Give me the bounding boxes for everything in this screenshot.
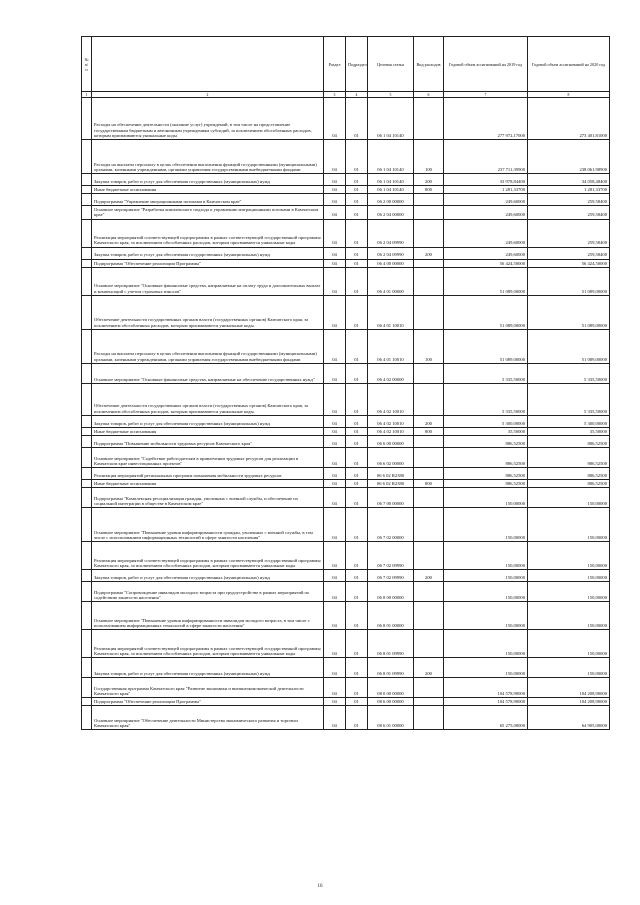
cell-vid: 800 bbox=[414, 427, 444, 435]
cell-2019: 5 335,50000 bbox=[444, 383, 528, 415]
cell-podrazdel: 01 bbox=[346, 383, 368, 415]
col-number: 5 bbox=[368, 92, 414, 98]
table-row bbox=[82, 383, 610, 415]
cell-podrazdel: 01 bbox=[346, 488, 368, 508]
cell-podrazdel: 01 bbox=[346, 678, 368, 698]
cell-2020: 5 335,50000 bbox=[528, 363, 610, 383]
cell-num bbox=[82, 363, 92, 383]
cell-podrazdel: 01 bbox=[346, 602, 368, 630]
cell-tselevaya: 06 2 04 00000 bbox=[368, 206, 414, 219]
cell-tselevaya: 06 4 02 10010 bbox=[368, 415, 414, 427]
cell-2019: 33 978,84400 bbox=[444, 174, 528, 186]
cell-2020: 259,58400 bbox=[528, 194, 610, 206]
cell-vid bbox=[414, 448, 444, 468]
table-row bbox=[82, 259, 610, 267]
cell-2019: 249,60000 bbox=[444, 206, 528, 219]
cell-razdel: 04 bbox=[324, 383, 346, 415]
cell-num bbox=[82, 436, 92, 448]
cell-2019: 277 972,17000 bbox=[444, 98, 528, 140]
cell-2020: 150,00000 bbox=[528, 542, 610, 570]
col-number: 3 bbox=[324, 92, 346, 98]
table-row bbox=[82, 542, 610, 570]
cell-2019: 886,52500 bbox=[444, 480, 528, 488]
cell-2019: 150,00000 bbox=[444, 488, 528, 508]
table-row bbox=[82, 295, 610, 329]
cell-razdel: 04 bbox=[324, 247, 346, 259]
cell-podrazdel: 01 bbox=[346, 186, 368, 194]
table-row bbox=[82, 630, 610, 658]
cell-tselevaya: 06 6 02 00000 bbox=[368, 448, 414, 468]
cell-num bbox=[82, 267, 92, 295]
cell-2020: 56 424,50000 bbox=[528, 259, 610, 267]
cell-razdel: 04 bbox=[324, 570, 346, 582]
cell-vid: 200 bbox=[414, 415, 444, 427]
cell-num bbox=[82, 448, 92, 468]
cell-tselevaya: 08 6 00 00000 bbox=[368, 698, 414, 706]
cell-razdel: 04 bbox=[324, 415, 346, 427]
cell-name: Основное мероприятие "Повышение уровня информированности граждан, уволенных с военной службы, в том числе с использованием информационных технологий в сфере занятости населения" bbox=[92, 508, 324, 542]
cell-2020: 5 335,50000 bbox=[528, 383, 610, 415]
cell-razdel: 04 bbox=[324, 602, 346, 630]
cell-2020: 51 089,00000 bbox=[528, 295, 610, 329]
cell-num bbox=[82, 140, 92, 174]
table-row bbox=[82, 698, 610, 706]
cell-razdel: 04 bbox=[324, 630, 346, 658]
header-podrazdel: Подраздел bbox=[346, 37, 368, 92]
cell-tselevaya: 06 8 01 00000 bbox=[368, 602, 414, 630]
cell-2020: 150,00000 bbox=[528, 508, 610, 542]
table-row bbox=[82, 415, 610, 427]
cell-num bbox=[82, 508, 92, 542]
cell-name: Реализация мероприятий соответствующей подпрограммы в рамках соответствующей государственной программы Камчатского края, за исключением обособленных расходов, которым присваиваются уникальные коды bbox=[92, 630, 324, 658]
cell-tselevaya: 06 4 02 00000 bbox=[368, 363, 414, 383]
table-row bbox=[82, 98, 610, 140]
table-row bbox=[82, 468, 610, 480]
cell-name: Закупка товаров, работ и услуг для обеспечения государственных (муниципальных) нужд bbox=[92, 174, 324, 186]
cell-name: Реализация мероприятий соответствующей подпрограммы в рамках соответствующей государственной программы Камчатского края, за исключением обособленных расходов, которым присваиваются уникальные коды bbox=[92, 542, 324, 570]
cell-2020: 51 089,00000 bbox=[528, 329, 610, 363]
cell-podrazdel: 01 bbox=[346, 259, 368, 267]
cell-razdel: 04 bbox=[324, 678, 346, 698]
cell-2019: 150,00000 bbox=[444, 542, 528, 570]
cell-num bbox=[82, 658, 92, 678]
page-number: 16 bbox=[317, 884, 323, 889]
cell-podrazdel: 01 bbox=[346, 363, 368, 383]
cell-2019: 104 578,90000 bbox=[444, 678, 528, 698]
cell-tselevaya: 06 4 02 10010 bbox=[368, 383, 414, 415]
cell-num bbox=[82, 259, 92, 267]
cell-vid bbox=[414, 206, 444, 219]
col-number: 7 bbox=[444, 92, 528, 98]
cell-podrazdel: 01 bbox=[346, 706, 368, 730]
cell-podrazdel: 01 bbox=[346, 658, 368, 678]
header-razdel: Раздел bbox=[324, 37, 346, 92]
cell-podrazdel: 01 bbox=[346, 698, 368, 706]
cell-vid bbox=[414, 98, 444, 140]
cell-num bbox=[82, 415, 92, 427]
cell-razdel: 04 bbox=[324, 98, 346, 140]
cell-2020: 259,58400 bbox=[528, 206, 610, 219]
cell-podrazdel: 01 bbox=[346, 508, 368, 542]
cell-razdel: 04 bbox=[324, 468, 346, 480]
cell-vid: 200 bbox=[414, 658, 444, 678]
cell-2020: 150,00000 bbox=[528, 582, 610, 602]
cell-num bbox=[82, 706, 92, 730]
cell-vid bbox=[414, 508, 444, 542]
cell-name: Иные бюджетные ассигнования bbox=[92, 427, 324, 435]
cell-2019: 65 275,00000 bbox=[444, 706, 528, 730]
cell-tselevaya: 06 4 00 00000 bbox=[368, 259, 414, 267]
cell-num bbox=[82, 698, 92, 706]
col-number: 2 bbox=[92, 92, 324, 98]
cell-name: Иные бюджетные ассигнования bbox=[92, 480, 324, 488]
cell-vid bbox=[414, 602, 444, 630]
cell-razdel: 04 bbox=[324, 436, 346, 448]
cell-vid bbox=[414, 488, 444, 508]
table-row bbox=[82, 480, 610, 488]
cell-razdel: 04 bbox=[324, 698, 346, 706]
cell-2019: 150,00000 bbox=[444, 630, 528, 658]
cell-name: Подпрограмма "Обеспечение реализации Программы" bbox=[92, 698, 324, 706]
cell-2019: 150,00000 bbox=[444, 570, 528, 582]
cell-tselevaya: 06 1 04 10140 bbox=[368, 140, 414, 174]
cell-tselevaya: 06 1 04 10140 bbox=[368, 186, 414, 194]
cell-razdel: 04 bbox=[324, 488, 346, 508]
cell-2019: 886,52500 bbox=[444, 436, 528, 448]
cell-2019: 35,50000 bbox=[444, 427, 528, 435]
cell-name: Подпрограмма "Управление миграционными потоками в Камчатском крае" bbox=[92, 194, 324, 206]
cell-name: Основное мероприятие "Содействие работодателям в привлечении трудовых ресурсов для реализации в Камчатском крае инвестиционных проектов" bbox=[92, 448, 324, 468]
cell-razdel: 04 bbox=[324, 706, 346, 730]
cell-podrazdel: 01 bbox=[346, 468, 368, 480]
cell-name: Расходы на выплаты персоналу в целях обеспечения выполнения функций государственными (муниципальными) органами, казенными учреждениями, органами управления государственными внебюджетными фондами bbox=[92, 140, 324, 174]
cell-podrazdel: 01 bbox=[346, 267, 368, 295]
cell-num bbox=[82, 570, 92, 582]
cell-tselevaya: 06 8 01 09990 bbox=[368, 658, 414, 678]
cell-2020: 150,00000 bbox=[528, 658, 610, 678]
cell-vid bbox=[414, 436, 444, 448]
cell-num bbox=[82, 247, 92, 259]
cell-2020: 34 058,48400 bbox=[528, 174, 610, 186]
cell-podrazdel: 01 bbox=[346, 329, 368, 363]
cell-2020: 150,00000 bbox=[528, 488, 610, 508]
cell-num bbox=[82, 542, 92, 570]
col-number: 1 bbox=[82, 92, 92, 98]
cell-2019: 886,52500 bbox=[444, 468, 528, 480]
cell-2020: 104 208,90000 bbox=[528, 678, 610, 698]
cell-vid: 100 bbox=[414, 329, 444, 363]
cell-tselevaya: 06 6 00 00000 bbox=[368, 436, 414, 448]
table-row bbox=[82, 706, 610, 730]
cell-2019: 249,60000 bbox=[444, 219, 528, 247]
cell-num bbox=[82, 206, 92, 219]
cell-razdel: 04 bbox=[324, 480, 346, 488]
table-row bbox=[82, 678, 610, 698]
cell-tselevaya: 06 1 04 10140 bbox=[368, 174, 414, 186]
table-row bbox=[82, 174, 610, 186]
cell-tselevaya: 06 4 01 10010 bbox=[368, 295, 414, 329]
cell-vid: 200 bbox=[414, 570, 444, 582]
table-row bbox=[82, 247, 610, 259]
cell-razdel: 04 bbox=[324, 295, 346, 329]
cell-tselevaya: 06 2 00 00000 bbox=[368, 194, 414, 206]
cell-2020: 64 905,00000 bbox=[528, 706, 610, 730]
cell-name: Закупка товаров, работ и услуг для обеспечения государственных (муниципальных) нужд bbox=[92, 247, 324, 259]
cell-2019: 51 089,00000 bbox=[444, 267, 528, 295]
cell-vid bbox=[414, 678, 444, 698]
cell-razdel: 04 bbox=[324, 206, 346, 219]
cell-tselevaya: 06 2 04 09990 bbox=[368, 247, 414, 259]
table-row bbox=[82, 508, 610, 542]
cell-2020: 259,58400 bbox=[528, 219, 610, 247]
cell-num bbox=[82, 427, 92, 435]
cell-razdel: 04 bbox=[324, 140, 346, 174]
cell-razdel: 04 bbox=[324, 267, 346, 295]
cell-num bbox=[82, 174, 92, 186]
cell-2019: 1 281,33700 bbox=[444, 186, 528, 194]
cell-num bbox=[82, 329, 92, 363]
cell-name: Обеспечение деятельности государственных органов власти (государственных органов) Камчатского края, за исключением обособленных расходов, которым присваиваются уникальные коды. bbox=[92, 295, 324, 329]
table-row bbox=[82, 427, 610, 435]
cell-razdel: 04 bbox=[324, 194, 346, 206]
cell-vid: 200 bbox=[414, 247, 444, 259]
cell-2020: 104 208,90000 bbox=[528, 698, 610, 706]
cell-podrazdel: 01 bbox=[346, 247, 368, 259]
cell-vid bbox=[414, 582, 444, 602]
cell-num bbox=[82, 98, 92, 140]
cell-razdel: 04 bbox=[324, 508, 346, 542]
col-number: 6 bbox=[414, 92, 444, 98]
cell-podrazdel: 01 bbox=[346, 98, 368, 140]
cell-vid bbox=[414, 542, 444, 570]
cell-vid bbox=[414, 468, 444, 480]
cell-2019: 150,00000 bbox=[444, 602, 528, 630]
cell-tselevaya: 06 1 04 10140 bbox=[368, 98, 414, 140]
cell-2020: 35,50000 bbox=[528, 427, 610, 435]
cell-2019: 249,60000 bbox=[444, 247, 528, 259]
cell-name: Реализация мероприятий соответствующей подпрограммы в рамках соответствующей государственной программы Камчатского края, за исключением обособленных расходов, которым присваиваются уникальные коды bbox=[92, 219, 324, 247]
cell-num bbox=[82, 186, 92, 194]
table-row bbox=[82, 582, 610, 602]
table-row bbox=[82, 363, 610, 383]
table-row bbox=[82, 329, 610, 363]
cell-vid bbox=[414, 630, 444, 658]
cell-vid bbox=[414, 698, 444, 706]
table-body bbox=[82, 98, 610, 730]
cell-tselevaya: 06 4 02 10010 bbox=[368, 427, 414, 435]
cell-podrazdel: 01 bbox=[346, 206, 368, 219]
cell-name: Основное мероприятие "Обеспечение деятельности Министерства экономического развития и торговли Камчатского края" bbox=[92, 706, 324, 730]
budget-table bbox=[81, 36, 610, 730]
table-row bbox=[82, 267, 610, 295]
header-num: № п/п bbox=[82, 37, 92, 92]
cell-podrazdel: 01 bbox=[346, 219, 368, 247]
cell-tselevaya: 06 7 00 00000 bbox=[368, 488, 414, 508]
cell-name: Закупка товаров, работ и услуг для обеспечения государственных (муниципальных) нужд bbox=[92, 570, 324, 582]
cell-num bbox=[82, 219, 92, 247]
cell-2019: 150,00000 bbox=[444, 658, 528, 678]
cell-num bbox=[82, 295, 92, 329]
cell-vid: 200 bbox=[414, 174, 444, 186]
cell-num bbox=[82, 468, 92, 480]
cell-2020: 273 401,81000 bbox=[528, 98, 610, 140]
cell-2020: 150,00000 bbox=[528, 570, 610, 582]
cell-name: Основное мероприятие "Разработка комплексного подхода к управлению миграционными потоками в Камчатском крае" bbox=[92, 206, 324, 219]
table-row bbox=[82, 602, 610, 630]
cell-tselevaya: 08 0 00 00000 bbox=[368, 678, 414, 698]
cell-name: Обеспечение деятельности государственных органов власти (государственных органов) Камчатского края, за исключением обособленных расходов, которым присваиваются уникальные коды. bbox=[92, 383, 324, 415]
cell-vid bbox=[414, 194, 444, 206]
cell-podrazdel: 01 bbox=[346, 436, 368, 448]
cell-num bbox=[82, 383, 92, 415]
col-number: 8 bbox=[528, 92, 610, 98]
cell-name: Реализация мероприятий региональных программ повышения мобильности трудовых ресурсов bbox=[92, 468, 324, 480]
cell-razdel: 04 bbox=[324, 186, 346, 194]
table-row bbox=[82, 448, 610, 468]
cell-name: Закупка товаров, работ и услуг для обеспечения государственных (муниципальных) нужд bbox=[92, 658, 324, 678]
cell-vid bbox=[414, 219, 444, 247]
cell-num bbox=[82, 630, 92, 658]
cell-name: Основное мероприятие "Основные финансовые средства, направляемые на оплату труда и дополнительных выплат и компенсаций с учетом страховых взносов" bbox=[92, 267, 324, 295]
cell-2020: 886,52500 bbox=[528, 436, 610, 448]
cell-2019: 104 578,90000 bbox=[444, 698, 528, 706]
cell-name: Подпрограмма "Сопровождение инвалидов молодого возраста при трудоустройстве в рамках мероприятий по содействию занятости населения" bbox=[92, 582, 324, 602]
cell-name: Иные бюджетные ассигнования bbox=[92, 186, 324, 194]
cell-vid bbox=[414, 267, 444, 295]
cell-razdel: 04 bbox=[324, 174, 346, 186]
cell-vid bbox=[414, 259, 444, 267]
cell-2019: 56 424,50000 bbox=[444, 259, 528, 267]
table-row bbox=[82, 488, 610, 508]
cell-2020: 1 281,33700 bbox=[528, 186, 610, 194]
cell-razdel: 04 bbox=[324, 219, 346, 247]
cell-podrazdel: 01 bbox=[346, 427, 368, 435]
cell-vid bbox=[414, 295, 444, 329]
cell-tselevaya: 06 4 01 10010 bbox=[368, 329, 414, 363]
cell-2020: 5 300,00000 bbox=[528, 415, 610, 427]
cell-vid: 800 bbox=[414, 186, 444, 194]
cell-2019: 237 711,39900 bbox=[444, 140, 528, 174]
cell-2020: 150,00000 bbox=[528, 630, 610, 658]
cell-tselevaya: 06 6 02 R2380 bbox=[368, 480, 414, 488]
cell-2019: 249,60000 bbox=[444, 194, 528, 206]
cell-name: Закупка товаров, работ и услуг для обеспечения государственных (муниципальных) нужд bbox=[92, 415, 324, 427]
cell-podrazdel: 01 bbox=[346, 480, 368, 488]
table-row bbox=[82, 658, 610, 678]
cell-name: Расходы на выплаты персоналу в целях обеспечения выполнения функций государственными (муниципальными) органами, казенными учреждениями, органами управления государственными внебюджетными фондами bbox=[92, 329, 324, 363]
cell-podrazdel: 01 bbox=[346, 140, 368, 174]
cell-tselevaya: 06 4 01 00000 bbox=[368, 267, 414, 295]
cell-tselevaya: 06 6 02 R2380 bbox=[368, 468, 414, 480]
cell-podrazdel: 01 bbox=[346, 570, 368, 582]
header-name bbox=[92, 37, 324, 92]
cell-2020: 886,52500 bbox=[528, 448, 610, 468]
header-vid: Вид расходов bbox=[414, 37, 444, 92]
cell-podrazdel: 01 bbox=[346, 415, 368, 427]
cell-name: Основное мероприятие "Основные финансовые средства, направляемые на обеспечение государственных нужд" bbox=[92, 363, 324, 383]
header-2019: Годовой объем ассигнований на 2019 год bbox=[444, 37, 528, 92]
cell-vid bbox=[414, 706, 444, 730]
cell-razdel: 04 bbox=[324, 658, 346, 678]
cell-name: Подпрограмма "Обеспечение реализации Программы" bbox=[92, 259, 324, 267]
cell-2019: 886,52500 bbox=[444, 448, 528, 468]
cell-2020: 51 089,00000 bbox=[528, 267, 610, 295]
cell-2019: 51 089,00000 bbox=[444, 329, 528, 363]
cell-tselevaya: 08 6 01 00000 bbox=[368, 706, 414, 730]
cell-tselevaya: 06 7 02 09990 bbox=[368, 570, 414, 582]
cell-razdel: 04 bbox=[324, 427, 346, 435]
cell-vid: 100 bbox=[414, 140, 444, 174]
cell-2019: 150,00000 bbox=[444, 582, 528, 602]
cell-podrazdel: 01 bbox=[346, 295, 368, 329]
cell-tselevaya: 06 7 02 00000 bbox=[368, 508, 414, 542]
table-row bbox=[82, 436, 610, 448]
cell-podrazdel: 01 bbox=[346, 542, 368, 570]
cell-razdel: 04 bbox=[324, 582, 346, 602]
cell-vid bbox=[414, 363, 444, 383]
cell-name: Государственная программа Камчатского края "Развитие экономики и внешнеэкономической деятельности Камчатского края" bbox=[92, 678, 324, 698]
cell-2020: 886,52500 bbox=[528, 468, 610, 480]
table-row bbox=[82, 219, 610, 247]
col-number: 4 bbox=[346, 92, 368, 98]
cell-2020: 238 061,98900 bbox=[528, 140, 610, 174]
cell-num bbox=[82, 194, 92, 206]
cell-name: Основное мероприятие "Повышение уровня информированности инвалидов молодого возраста, в том числе с использованием информационных технологий в сфере занятости населения" bbox=[92, 602, 324, 630]
cell-name: Подпрограмма "Повышение мобильности трудовых ресурсов Камчатского края" bbox=[92, 436, 324, 448]
cell-razdel: 04 bbox=[324, 363, 346, 383]
cell-2019: 5 300,00000 bbox=[444, 415, 528, 427]
cell-podrazdel: 01 bbox=[346, 194, 368, 206]
cell-2020: 150,00000 bbox=[528, 602, 610, 630]
header-2020: Годовой объем ассигнований на 2020 год bbox=[528, 37, 610, 92]
cell-tselevaya: 06 8 01 09990 bbox=[368, 630, 414, 658]
cell-num bbox=[82, 678, 92, 698]
cell-podrazdel: 01 bbox=[346, 582, 368, 602]
cell-razdel: 04 bbox=[324, 448, 346, 468]
cell-2019: 51 089,00000 bbox=[444, 295, 528, 329]
table-header-row bbox=[82, 37, 610, 92]
cell-razdel: 04 bbox=[324, 329, 346, 363]
cell-razdel: 04 bbox=[324, 259, 346, 267]
cell-num bbox=[82, 488, 92, 508]
table-row bbox=[82, 140, 610, 174]
cell-tselevaya: 06 2 04 09990 bbox=[368, 219, 414, 247]
cell-num bbox=[82, 480, 92, 488]
cell-2020: 259,58400 bbox=[528, 247, 610, 259]
cell-2020: 886,52500 bbox=[528, 480, 610, 488]
header-tselevaya: Целевая статья bbox=[368, 37, 414, 92]
table-row bbox=[82, 206, 610, 219]
cell-podrazdel: 01 bbox=[346, 174, 368, 186]
cell-vid bbox=[414, 383, 444, 415]
table-row bbox=[82, 186, 610, 194]
cell-tselevaya: 06 7 02 09990 bbox=[368, 542, 414, 570]
table-row bbox=[82, 194, 610, 206]
cell-2019: 5 335,50000 bbox=[444, 363, 528, 383]
cell-podrazdel: 01 bbox=[346, 630, 368, 658]
cell-num bbox=[82, 582, 92, 602]
cell-podrazdel: 01 bbox=[346, 448, 368, 468]
cell-vid: 800 bbox=[414, 480, 444, 488]
cell-tselevaya: 06 8 00 00000 bbox=[368, 582, 414, 602]
cell-2019: 150,00000 bbox=[444, 508, 528, 542]
cell-razdel: 04 bbox=[324, 542, 346, 570]
cell-num bbox=[82, 602, 92, 630]
table-row bbox=[82, 570, 610, 582]
cell-name: Расходы на обеспечение деятельности (оказание услуг) учреждений, в том числе на предоставление государственным бюджетным и автономным учреждениям субсидий, за исключением обособленных расходов, которым присваиваются уникальные коды bbox=[92, 98, 324, 140]
cell-name: Подпрограмма "Комплексная ресоциализация граждан, уволенных с военной службы, и обеспечение их социальной интеграции в обществе в Камчатском крае" bbox=[92, 488, 324, 508]
